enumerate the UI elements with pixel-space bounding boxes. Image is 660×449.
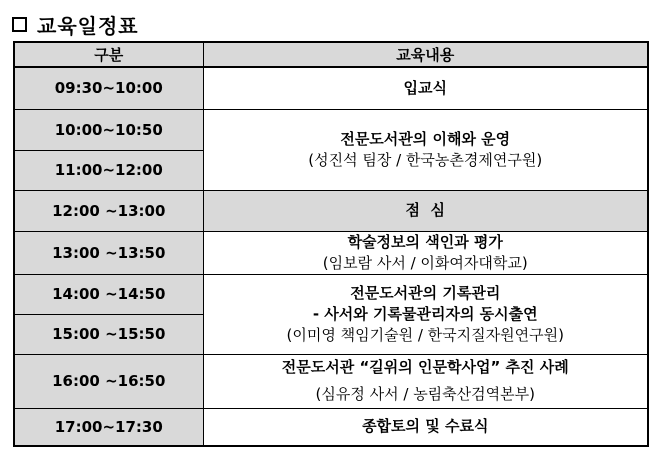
content-cell <box>203 109 648 190</box>
title-text: 교육일정표 <box>37 13 139 38</box>
table-row <box>14 231 648 274</box>
content-cell <box>203 190 648 231</box>
checkbox-square-icon <box>12 17 27 32</box>
session-speaker: (이미영 책임기술원 / 한국지질자원연구원) <box>286 325 564 344</box>
table-row <box>14 274 648 314</box>
session-title: 학술정보의 색인과 평가 <box>347 232 503 251</box>
content-cell <box>203 231 648 274</box>
table-row <box>14 190 648 231</box>
session-speaker: (성진석 팀장 / 한국농촌경제연구원) <box>308 150 543 169</box>
time-cell: 15:00 ~15:50 <box>14 314 203 354</box>
table-row <box>14 354 648 408</box>
header-division: 구분 <box>14 42 203 67</box>
session-title: 점 심 <box>405 201 445 219</box>
content-cell <box>203 67 648 109</box>
content-cell <box>203 408 648 446</box>
session-speaker: (임보람 사서 / 이화여자대학교) <box>322 253 528 272</box>
header-row <box>14 42 648 67</box>
table-row <box>14 109 648 150</box>
content-cell <box>203 274 648 354</box>
time-cell: 10:00~10:50 <box>14 109 203 150</box>
time-cell: 16:00 ~16:50 <box>14 354 203 408</box>
session-title: 입교식 <box>403 78 447 97</box>
time-cell: 13:00 ~13:50 <box>14 231 203 274</box>
session-speaker: (심유정 사서 / 농림축산검역본부) <box>315 385 535 403</box>
content-cell <box>203 354 648 408</box>
time-cell: 14:00 ~14:50 <box>14 274 203 314</box>
table-row <box>14 408 648 446</box>
table-row <box>14 67 648 109</box>
session-title: 종합토의 및 수료식 <box>362 417 489 436</box>
session-title: 전문도서관 “길위의 인문학사업” 추진 사례 <box>281 358 569 376</box>
schedule-table <box>13 41 649 447</box>
time-cell: 12:00 ~13:00 <box>14 190 203 231</box>
session-title: 전문도서관의 이해와 운영 <box>340 129 511 148</box>
time-cell: 09:30~10:00 <box>14 67 203 109</box>
session-subtitle: - 사서와 기록물관리자의 동시출연 <box>312 304 538 323</box>
document-title <box>12 10 139 38</box>
time-cell: 11:00~12:00 <box>14 150 203 190</box>
time-cell: 17:00~17:30 <box>14 408 203 446</box>
header-content: 교육내용 <box>203 42 648 67</box>
session-title: 전문도서관의 기록관리 <box>350 283 501 302</box>
